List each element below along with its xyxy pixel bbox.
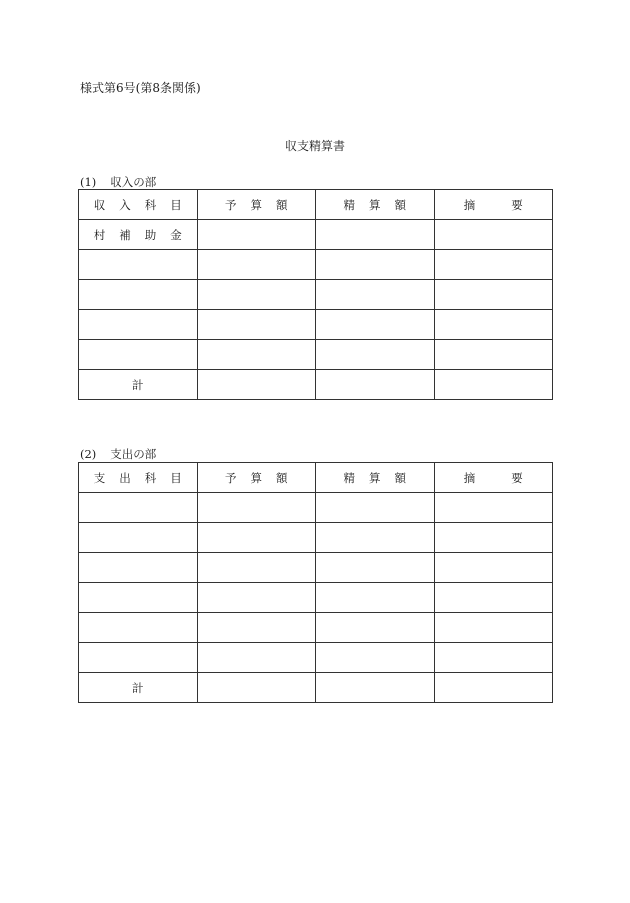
income-total-cell[interactable]	[197, 370, 316, 400]
expense-col-remarks	[434, 463, 559, 493]
income-section-number: (1)	[80, 175, 97, 189]
income-col-item-label: 収入科目	[93, 197, 196, 212]
expense-table	[78, 462, 559, 703]
income-cell[interactable]	[79, 340, 198, 370]
income-cell-text: 村補助金	[93, 227, 196, 242]
expense-section-label	[80, 446, 156, 462]
table-row	[79, 493, 553, 523]
expense-cell[interactable]	[79, 523, 198, 553]
income-total-cell[interactable]	[316, 370, 435, 400]
income-col-remarks	[434, 190, 559, 220]
income-cell[interactable]	[434, 340, 553, 370]
income-cell[interactable]	[434, 220, 553, 250]
expense-cell[interactable]	[79, 643, 198, 673]
expense-cell[interactable]	[316, 643, 435, 673]
expense-cell[interactable]	[316, 523, 435, 553]
income-col-settled	[316, 190, 435, 220]
expense-col-item	[79, 463, 198, 493]
income-col-remarks-label: 摘要	[463, 197, 559, 212]
expense-section-title: 支出の部	[110, 447, 157, 461]
expense-total-label: 計	[79, 673, 198, 703]
table-row	[79, 280, 553, 310]
expense-cell[interactable]	[79, 583, 198, 613]
expense-cell[interactable]	[316, 493, 435, 523]
document-title: 収支精算書	[284, 139, 345, 153]
expense-cell[interactable]	[434, 643, 553, 673]
expense-cell[interactable]	[197, 613, 316, 643]
expense-col-settled	[316, 463, 435, 493]
expense-cell[interactable]	[434, 583, 553, 613]
income-cell[interactable]	[197, 280, 316, 310]
expense-total-cell[interactable]	[197, 673, 316, 703]
table-row	[79, 250, 553, 280]
expense-cell[interactable]	[316, 583, 435, 613]
income-col-settled-label: 精算額	[343, 197, 420, 212]
table-row	[79, 310, 553, 340]
income-col-budget	[197, 190, 316, 220]
expense-cell[interactable]	[79, 553, 198, 583]
expense-col-item-label: 支出科目	[93, 470, 196, 485]
expense-cell[interactable]	[197, 643, 316, 673]
income-cell[interactable]	[434, 280, 553, 310]
income-total-label: 計	[79, 370, 198, 400]
income-body	[79, 220, 553, 400]
expense-total-row	[79, 673, 553, 703]
expense-cell[interactable]	[316, 553, 435, 583]
expense-cell[interactable]	[197, 553, 316, 583]
table-row	[79, 613, 553, 643]
income-total-row	[79, 370, 553, 400]
income-table	[78, 189, 559, 400]
expense-cell[interactable]	[197, 583, 316, 613]
expense-total-cell[interactable]	[316, 673, 435, 703]
expense-col-settled-label: 精算額	[343, 470, 420, 485]
expense-cell[interactable]	[434, 523, 553, 553]
income-cell[interactable]	[316, 220, 435, 250]
table-row	[79, 523, 553, 553]
expense-col-budget-label: 予算額	[225, 470, 302, 485]
expense-cell[interactable]	[197, 523, 316, 553]
income-cell[interactable]	[434, 250, 553, 280]
income-section-title: 収入の部	[110, 175, 157, 189]
expense-cell[interactable]	[434, 613, 553, 643]
expense-cell[interactable]	[197, 493, 316, 523]
income-cell[interactable]	[316, 310, 435, 340]
expense-header-row	[79, 463, 553, 493]
income-cell[interactable]	[197, 220, 316, 250]
table-row	[79, 643, 553, 673]
income-total-cell[interactable]	[434, 370, 553, 400]
expense-cell[interactable]	[434, 493, 553, 523]
expense-col-remarks-label: 摘要	[463, 470, 559, 485]
expense-cell[interactable]	[79, 493, 198, 523]
income-cell[interactable]	[316, 280, 435, 310]
table-row	[79, 340, 553, 370]
income-section-label	[80, 174, 156, 190]
income-cell[interactable]	[316, 250, 435, 280]
expense-cell[interactable]	[79, 613, 198, 643]
expense-cell[interactable]	[434, 553, 553, 583]
income-cell[interactable]	[316, 340, 435, 370]
expense-section-number: (2)	[80, 447, 97, 461]
income-col-item	[79, 190, 198, 220]
table-row	[79, 583, 553, 613]
income-cell[interactable]	[197, 310, 316, 340]
income-cell[interactable]	[197, 250, 316, 280]
expense-body	[79, 493, 553, 703]
table-row	[79, 220, 553, 250]
income-col-budget-label: 予算額	[225, 197, 302, 212]
income-cell[interactable]	[79, 220, 198, 250]
income-cell[interactable]	[197, 340, 316, 370]
expense-total-cell[interactable]	[434, 673, 553, 703]
income-cell[interactable]	[79, 250, 198, 280]
expense-col-budget	[197, 463, 316, 493]
income-cell[interactable]	[79, 310, 198, 340]
form-number: 様式第6号(第8条関係)	[80, 81, 201, 95]
income-cell[interactable]	[434, 310, 553, 340]
income-header-row	[79, 190, 553, 220]
income-cell[interactable]	[79, 280, 198, 310]
table-row	[79, 553, 553, 583]
expense-cell[interactable]	[316, 613, 435, 643]
